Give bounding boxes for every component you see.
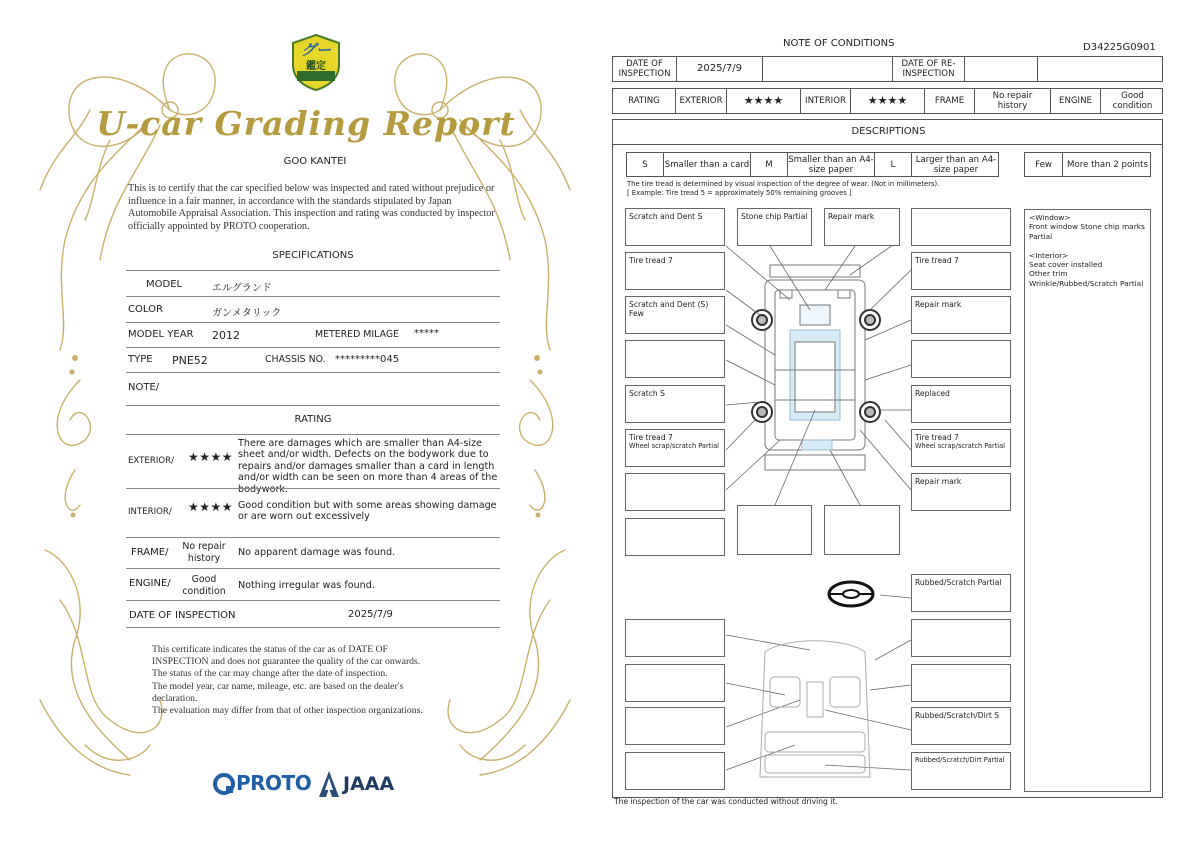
footer-line: The model year, car name, mileage, etc. are based on the dealer's	[152, 680, 404, 692]
model-year-label: MODEL YEAR	[128, 329, 194, 340]
annotation-box: Stone chip Partial	[737, 208, 812, 246]
model-year-value: 2012	[212, 329, 240, 342]
goo-kantei-badge	[289, 33, 343, 91]
divider	[126, 322, 500, 323]
descriptions-heading: DESCRIPTIONS	[851, 126, 926, 137]
chassis-label: CHASSIS NO.	[265, 354, 326, 365]
type-value: PNE52	[172, 354, 208, 367]
annotation-box: Rubbed/Scratch/Dirt Partial	[911, 752, 1011, 790]
annotation-box: Scratch and Dent S	[625, 208, 725, 246]
frame-value: No repair history	[975, 89, 1051, 113]
rating-heading: RATING	[294, 414, 332, 425]
footer-line: INSPECTION and does not guarantee the quality of the car onwards.	[152, 656, 421, 668]
annotation-box	[911, 208, 1011, 246]
annotation-box	[911, 340, 1011, 378]
legend-l-desc: Larger than an A4-size paper	[915, 154, 997, 175]
footer-line: declaration.	[152, 692, 198, 704]
specifications-heading: SPECIFICATIONS	[272, 250, 354, 261]
certificate-subtitle: GOO KANTEI	[283, 156, 347, 167]
jaaa-logo	[318, 770, 398, 798]
certificate-footer	[152, 644, 482, 717]
footer-line: The evaluation may differ from that of other inspection organizations.	[152, 705, 423, 717]
document-id: D34225G0901	[1083, 42, 1156, 53]
interior-label: INTERIOR	[801, 89, 851, 113]
annotation-box: Tire tread 7	[625, 252, 725, 290]
divider	[126, 270, 500, 271]
divider	[126, 347, 500, 348]
note-label: NOTE/	[128, 382, 160, 393]
legend-s-desc: Smaller than a card	[664, 153, 751, 176]
model-label: MODEL	[146, 279, 183, 290]
divider	[126, 372, 500, 373]
exterior-description: There are damages which are smaller than A4-size sheet and/or width. Defects on the bodywork due to repairs and/or damages smaller than a card in length and/or width can be seen on more than 4 areas of the bodywork.	[238, 438, 498, 495]
annotation-box	[625, 473, 725, 511]
engine-description: Nothing irregular was found.	[238, 580, 375, 591]
engine-label: ENGINE/	[129, 578, 171, 589]
tire-note: The tire tread is determined by visual inspection of the degree of wear. (Not in millimeters).	[627, 180, 940, 188]
milage-label: METERED MILAGE	[315, 329, 400, 340]
annotation-box	[911, 429, 1011, 467]
footer-line: The status of the car may change after the date of inspection.	[152, 668, 388, 680]
legend-m-desc: Smaller than an A4-size paper	[788, 154, 874, 175]
divider	[126, 434, 500, 435]
model-value: エルグランド	[212, 283, 272, 294]
divider	[126, 568, 500, 569]
exterior-stars: ★★★★	[727, 89, 801, 113]
annotation-box	[625, 518, 725, 556]
date-of-inspection-value: 2025/7/9	[348, 609, 393, 620]
date-of-inspection-value: 2025/7/9	[677, 57, 763, 81]
legend-m: M	[751, 153, 788, 176]
footer-line: This certificate indicates the status of the car as of DATE OF	[152, 644, 388, 655]
annotation-box: Scratch and Dent (S) Few	[625, 296, 725, 334]
legend-few: Few	[1025, 153, 1063, 176]
milage-value: *****	[414, 328, 439, 339]
engine-label: ENGINE	[1051, 89, 1101, 113]
interior-stars: ★★★★	[188, 500, 234, 514]
badge-top-text: グー	[300, 41, 331, 59]
interior-label: INTERIOR/	[128, 507, 172, 517]
annotation-box	[625, 429, 725, 467]
annotation-box	[824, 505, 900, 555]
proto-logo-text: PROTO	[236, 771, 312, 795]
annotation-box: Scratch S	[625, 385, 725, 423]
exterior-stars: ★★★★	[188, 450, 234, 464]
date-of-reinspection-label: DATE OF RE-INSPECTION	[893, 57, 965, 81]
annotation-box: Tire tread 7	[911, 252, 1011, 290]
interior-description: Good condition but with some areas showing damage or are worn out excessively	[238, 500, 497, 523]
annotation-box: Rubbed/Scratch Partial	[911, 574, 1011, 612]
annotation-box	[625, 340, 725, 378]
divider	[126, 627, 500, 628]
frame-label: FRAME	[925, 89, 975, 113]
annotation-box	[911, 619, 1011, 657]
annotation-box: Repair mark	[911, 473, 1011, 511]
legend-s: S	[627, 153, 664, 176]
color-label: COLOR	[128, 304, 163, 315]
date-of-inspection-label: DATE OF INSPECTION	[129, 610, 236, 621]
proto-logo	[212, 770, 312, 798]
interior-stars: ★★★★	[851, 89, 925, 113]
jaaa-logo-text: JAAA	[343, 773, 395, 795]
proto-mark-icon	[212, 772, 236, 796]
date-of-inspection-label: DATE OF INSPECTION	[613, 57, 677, 81]
annotation-box: Repair mark	[911, 296, 1011, 334]
frame-value: No repair history	[182, 541, 226, 564]
engine-value: Good condition	[1112, 91, 1153, 111]
annotation-title: Tire tread 7	[915, 433, 959, 442]
annotation-title: Tire tread 7	[629, 433, 673, 442]
divider	[126, 537, 500, 538]
car-interior-diagram	[745, 637, 885, 787]
annotation-box	[625, 664, 725, 702]
annotation-box	[737, 505, 812, 555]
badge-bottom-text: 鑑定	[306, 61, 326, 72]
annotation-box	[625, 752, 725, 790]
divider	[126, 405, 500, 406]
annotation-box: Rubbed/Scratch/Dirt S	[911, 707, 1011, 745]
divider	[126, 296, 500, 297]
color-value: ガンメタリック	[212, 308, 282, 319]
divider	[126, 600, 500, 601]
chassis-value: *********045	[335, 354, 400, 365]
jaaa-mark-icon	[318, 770, 340, 798]
exterior-label: EXTERIOR	[676, 89, 727, 113]
legend-l: L	[875, 153, 912, 176]
annotation-box: Repair mark	[824, 208, 900, 246]
tire-example: [ Example: Tire tread 5 = approximately 50% remaining grooves ]	[627, 189, 852, 197]
annotation-box: Replaced	[911, 385, 1011, 423]
conditions-title: NOTE OF CONDITIONS	[783, 38, 895, 49]
annotation-sub: Wheel scrap/scratch Partial	[915, 442, 1005, 450]
exterior-label: EXTERIOR/	[128, 456, 174, 466]
rating-label: RATING	[613, 89, 676, 113]
certificate-intro: This is to certify that the car specified below was inspected and rated without prejudice or influence in a fair manner, in accordance with the standards stipulated by Japan Automobile Appraisal Association. This inspection and rating was conducted by inspector officially appointed by PROTO cooperation.	[128, 183, 495, 232]
divider	[126, 488, 500, 489]
engine-value: Good condition	[182, 574, 226, 597]
certificate-title: U-car Grading Report	[96, 104, 516, 143]
conditions-sheet	[600, 0, 1200, 848]
annotation-box	[625, 619, 725, 657]
side-note-text: <Window> Front window Stone chip marks Partial <Interior> Seat cover installed Other trim Wrinkle/Rubbed/Scratch Partial	[1029, 213, 1145, 288]
frame-description: No apparent damage was found.	[238, 547, 396, 558]
type-label: TYPE	[128, 354, 153, 365]
conditions-footer: The inspection of the car was conducted without driving it.	[614, 797, 838, 806]
legend-few-desc: More than 2 points	[1067, 159, 1148, 170]
frame-label: FRAME/	[131, 547, 169, 558]
annotation-box	[911, 664, 1011, 702]
annotation-sub: Wheel scrap/scratch Partial	[629, 442, 719, 450]
annotation-box	[625, 707, 725, 745]
steering-wheel-icon	[826, 579, 876, 609]
